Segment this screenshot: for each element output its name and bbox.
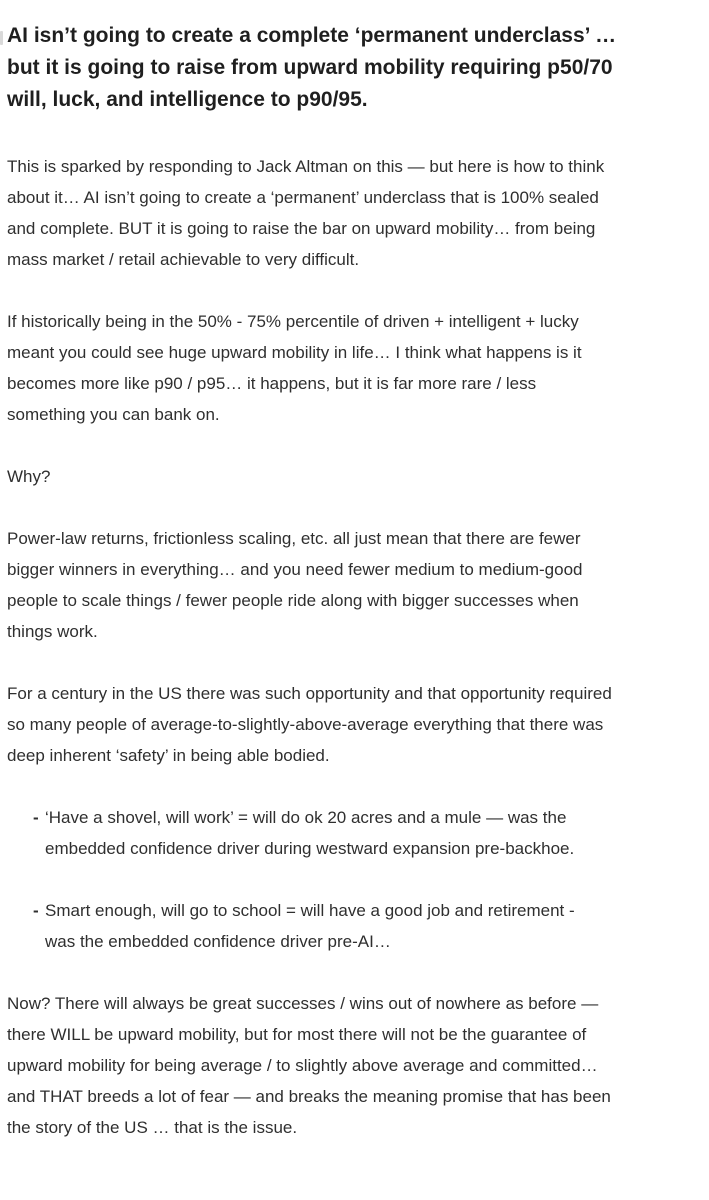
document-body (7, 20, 697, 1143)
paragraph-power-law: Power-law returns, frictionless scaling, etc. all just mean that there are fewer bigger winners in everything… and you need fewer medium to medium-good people to scale things / fewer people ride along with bigger successes when things work. (7, 529, 583, 641)
bullet-list (7, 802, 697, 957)
bullet-text: Smart enough, will go to school = will have a good job and retirement - was the embedded confidence driver pre-AI… (45, 901, 575, 951)
bullet-marker: - (33, 901, 39, 920)
paragraph-century: For a century in the US there was such opportunity and that opportunity required so many people of average-to-slightly-above-average everything that there was deep inherent ‘safety’ in being able bodied. (7, 684, 612, 765)
paragraph-intro: This is sparked by responding to Jack Altman on this — but here is how to think about it… AI isn’t going to create a ‘permanent’ underclass that is 100% sealed and complete. BUT it is going to raise the bar on upward mobility… from being mass market / retail achievable to very difficult. (7, 157, 605, 269)
bullet-marker: - (33, 808, 39, 827)
list-item (7, 802, 605, 864)
paragraph-closing: Now? There will always be great successes / wins out of nowhere as before — there WILL be upward mobility, but for most there will not be the guarantee of upward mobility for being average / to slightly above average and committed… and THAT breeds a lot of fear — and breaks the meaning promise that has been the story of the US … that is the issue. (7, 994, 611, 1137)
document-title: AI isn’t going to create a complete ‘permanent underclass’ … but it is going to raise from upward mobility requiring p50/70 will, luck, and intelligence to p90/95. (7, 24, 617, 111)
bullet-text: ‘Have a shovel, will work’ = will do ok 20 acres and a mule — was the embedded confidence driver during westward expansion pre-backhoe. (45, 808, 575, 858)
list-item (7, 895, 605, 957)
drag-handle (0, 31, 3, 45)
paragraph-why: Why? (7, 467, 51, 486)
paragraph-percentile: If historically being in the 50% - 75% percentile of driven + intelligent + lucky meant you could see huge upward mobility in life… I think what happens is it becomes more like p90 / p95… it happens, but it is far more rare / less something you can bank on. (7, 312, 582, 424)
